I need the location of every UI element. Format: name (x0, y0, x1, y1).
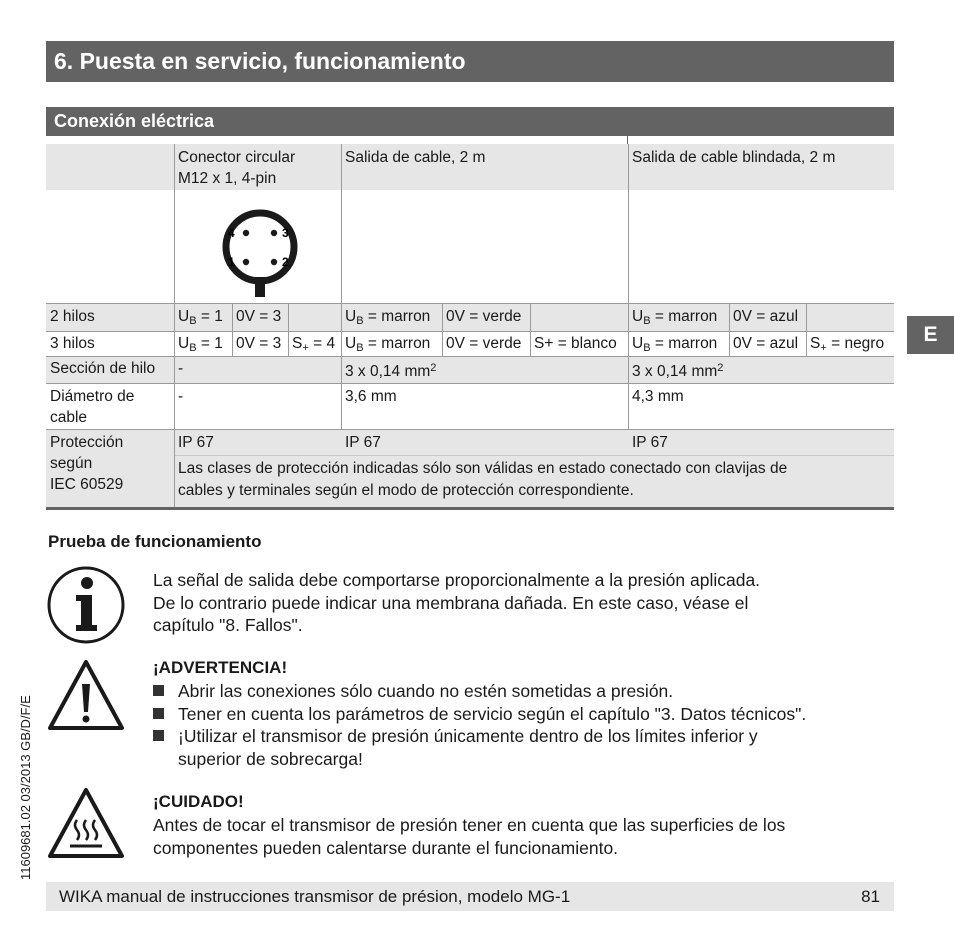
caution-line: componentes pueden calentarse durante el funcionamiento. (153, 837, 619, 858)
warning-triangle-icon (46, 658, 126, 732)
warning-title: ¡ADVERTENCIA! (153, 658, 288, 677)
pin-label-2: 2 (282, 255, 289, 269)
row-label-protection-line3: IEC 60529 (50, 476, 124, 493)
m12-2wire-0v: 0V = 3 (236, 308, 282, 325)
header-m12-line1: Conector circular (178, 149, 296, 166)
page-number: 81 (861, 887, 880, 906)
m12-3wire-0v: 0V = 3 (236, 335, 282, 352)
protection-note-line2: cables y terminales según el modo de protección correspondiente. (178, 482, 634, 499)
bullet-square-icon (153, 685, 164, 696)
function-test-line: De lo contrario puede indicar una membrana dañada. En este caso, véase el (153, 592, 749, 613)
m12-connector-icon (208, 209, 312, 299)
row-label-wire-section: Sección de hilo (50, 360, 156, 377)
cable-2wire-ub: $U_B$ = marron (345, 308, 431, 327)
cable-wire-section: 3 x 0,14 $mm^2$ (345, 362, 437, 380)
header-m12-line2: M12 x 1, 4-pin (178, 170, 277, 187)
function-test-line: capítulo "8. Fallos". (153, 615, 303, 635)
m12-3wire-splus: $S_+ = 4$ (292, 335, 336, 354)
row-label-diameter-line1: Diámetro de (50, 388, 135, 405)
warning-item: ¡Utilizar el transmisor de presión únicamente dentro de los límites inferior y superior de sobrecarga! (153, 725, 758, 770)
warning-item: Abrir las conexiones sólo cuando no estén sometidas a presión. (153, 680, 673, 703)
caution-line: Antes de tocar el transmisor de presión tener en cuenta que las superficies de los (153, 815, 786, 835)
info-icon (46, 565, 126, 645)
section-title: Conexión eléctrica (46, 107, 894, 136)
m12-protection: IP 67 (178, 434, 214, 451)
cable-2wire-0v: 0V = verde (446, 308, 522, 325)
row-label-diameter-line2: cable (50, 409, 88, 426)
row-label-protection-line2: según (50, 455, 93, 472)
m12-2wire-ub: $U_B = 1$ (178, 308, 223, 327)
warning-item: Tener en cuenta los parámetros de servicio según el capítulo "3. Datos técnicos". (153, 703, 806, 726)
function-test-line: La señal de salida debe comportarse proporcionalmente a la presión aplicada. (153, 570, 761, 590)
shielded-wire-section: 3 x 0,14 $mm^2$ (632, 362, 724, 380)
m12-wire-section: - (178, 360, 184, 377)
function-test-text (153, 569, 760, 637)
shielded-2wire-0v: 0V = azul (733, 308, 799, 325)
shielded-3wire-0v: 0V = azul (733, 335, 799, 352)
shielded-3wire-ub: $U_B$ = marron (632, 335, 718, 354)
row-label-3wire: 3 hilos (50, 335, 95, 352)
pin-label-4: 4 (228, 226, 235, 240)
caution-text (153, 814, 785, 859)
page-footer (46, 882, 894, 911)
cable-3wire-0v: 0V = verde (446, 335, 522, 352)
cable-3wire-splus: S+ = blanco (534, 335, 617, 352)
hot-surface-icon (46, 786, 126, 860)
pin-label-1: 1 (228, 255, 235, 269)
language-tab[interactable]: E (907, 316, 954, 354)
shielded-3wire-splus: $S_+$ = negro (810, 335, 885, 354)
bullet-square-icon (153, 708, 164, 719)
cable-diameter: 3,6 mm (345, 388, 397, 405)
row-label-2wire: 2 hilos (50, 308, 95, 325)
m12-3wire-ub: $U_B = 1$ (178, 335, 223, 354)
shielded-diameter: 4,3 mm (632, 388, 684, 405)
shielded-protection: IP 67 (632, 434, 668, 451)
footer-text: WIKA manual de instrucciones transmisor de présion, modelo MG-1 (59, 887, 571, 906)
caution-title: ¡CUIDADO! (153, 792, 244, 811)
header-cable: Salida de cable, 2 m (345, 149, 486, 166)
pin-label-3: 3 (282, 226, 289, 240)
header-shielded-cable: Salida de cable blindada, 2 m (632, 149, 836, 166)
bullet-square-icon (153, 730, 164, 741)
document-code: 11609681.02 03/2013 GB/D/F/E (18, 695, 33, 880)
function-test-title: Prueba de funcionamiento (48, 532, 262, 551)
table-bottom-rule (46, 507, 894, 510)
cable-3wire-ub: $U_B$ = marron (345, 335, 431, 354)
row-label-protection-line1: Protección (50, 434, 124, 451)
shielded-2wire-ub: $U_B$ = marron (632, 308, 718, 327)
protection-note-line1: Las clases de protección indicadas sólo son válidas en estado conectado con clavijas de (178, 460, 788, 477)
chapter-title: 6. Puesta en servicio, funcionamiento (46, 41, 894, 82)
cable-protection: IP 67 (345, 434, 381, 451)
m12-diameter: - (178, 388, 184, 405)
